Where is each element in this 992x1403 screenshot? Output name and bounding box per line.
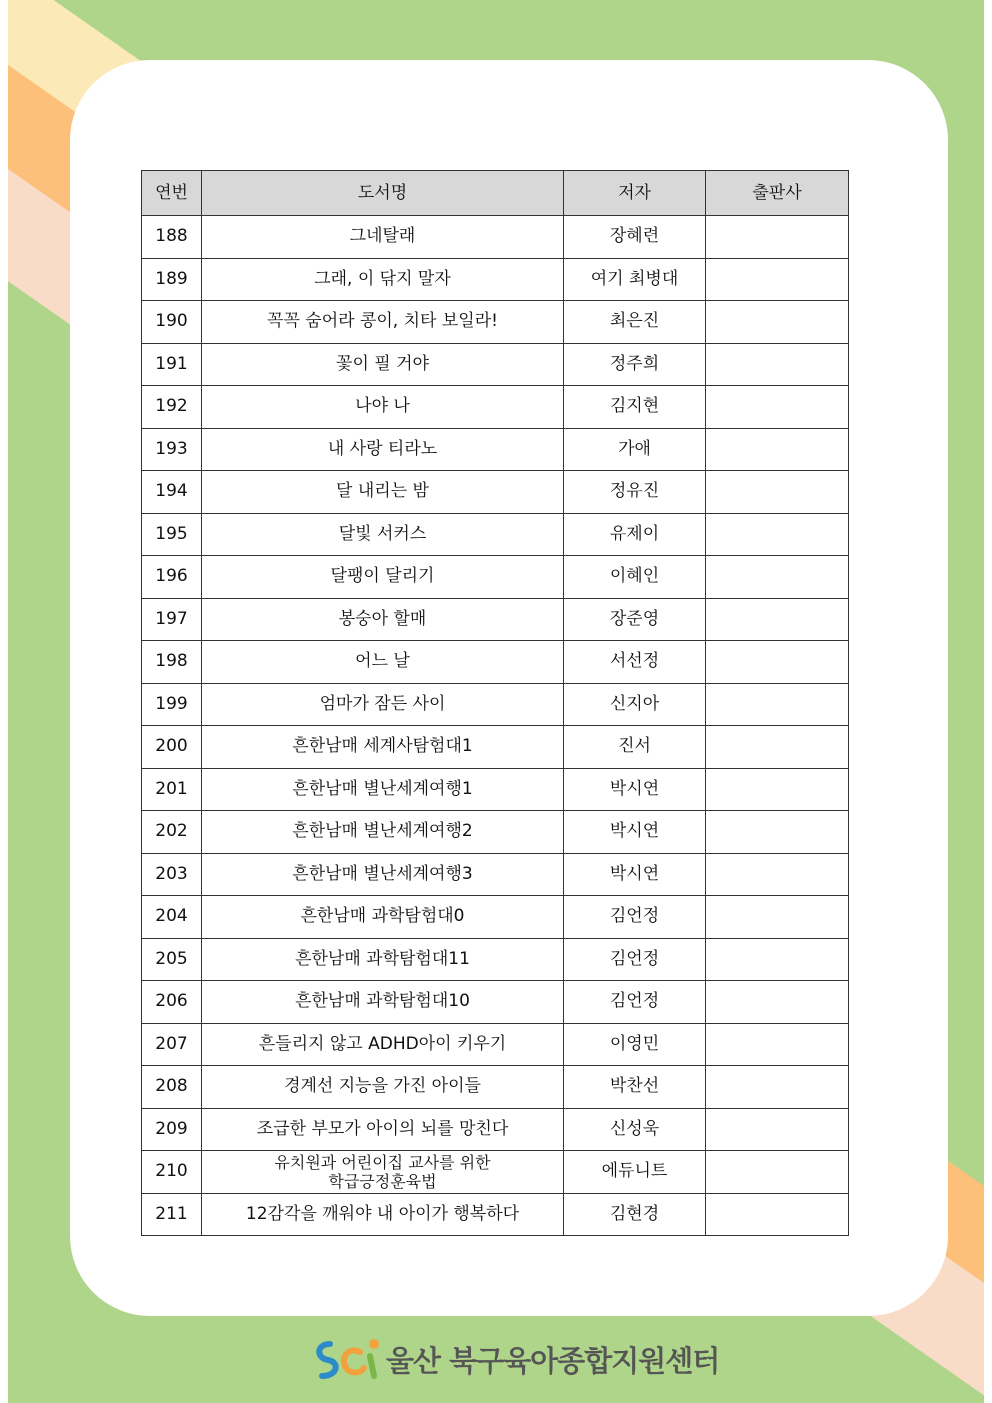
cell-title: 흔한남매 별난세계여행1	[202, 768, 564, 811]
cell-title: 엄마가 잠든 사이	[202, 683, 564, 726]
cell-number: 201	[142, 768, 202, 811]
cell-number: 192	[142, 386, 202, 429]
cell-author: 정주희	[564, 343, 706, 386]
table-header-row	[142, 171, 849, 216]
cell-publisher	[706, 938, 849, 981]
cell-number: 202	[142, 811, 202, 854]
cell-number: 191	[142, 343, 202, 386]
cell-number: 207	[142, 1023, 202, 1066]
cell-number: 188	[142, 216, 202, 259]
cell-author: 여기 최병대	[564, 258, 706, 301]
cell-title: 유치원과 어린이집 교사를 위한 학급긍정훈육법	[202, 1151, 564, 1194]
cell-number: 203	[142, 853, 202, 896]
cell-publisher	[706, 1023, 849, 1066]
cell-title: 흔한남매 과학탐험대10	[202, 981, 564, 1024]
cell-publisher	[706, 343, 849, 386]
cell-title: 흔한남매 세계사탐험대1	[202, 726, 564, 769]
cell-number: 197	[142, 598, 202, 641]
cell-number: 209	[142, 1108, 202, 1151]
cell-author: 가애	[564, 428, 706, 471]
cell-title: 달팽이 달리기	[202, 556, 564, 599]
cell-publisher	[706, 386, 849, 429]
cell-number: 189	[142, 258, 202, 301]
footer-logo	[310, 1332, 730, 1386]
cell-number: 211	[142, 1193, 202, 1236]
header-title: 도서명	[202, 171, 564, 216]
header-author: 저자	[564, 171, 706, 216]
table-row	[142, 216, 849, 259]
cell-number: 193	[142, 428, 202, 471]
cell-title: 흔한남매 과학탐험대11	[202, 938, 564, 981]
sci-logo-icon	[310, 1334, 382, 1384]
cell-author: 김언정	[564, 981, 706, 1024]
cell-number: 195	[142, 513, 202, 556]
table-row	[142, 896, 849, 939]
table-row	[142, 1108, 849, 1151]
table-row	[142, 938, 849, 981]
table-row	[142, 556, 849, 599]
cell-publisher	[706, 513, 849, 556]
cell-author: 에듀니트	[564, 1151, 706, 1194]
cell-number: 190	[142, 301, 202, 344]
cell-publisher	[706, 811, 849, 854]
cell-title: 흔들리지 않고 ADHD아이 키우기	[202, 1023, 564, 1066]
cell-number: 208	[142, 1066, 202, 1109]
cell-title: 봉숭아 할매	[202, 598, 564, 641]
table-row	[142, 641, 849, 684]
cell-number: 210	[142, 1151, 202, 1194]
cell-author: 진서	[564, 726, 706, 769]
header-number: 연번	[142, 171, 202, 216]
cell-title: 그래, 이 닦지 말자	[202, 258, 564, 301]
cell-author: 장준영	[564, 598, 706, 641]
table-row	[142, 811, 849, 854]
cell-title: 흔한남매 별난세계여행3	[202, 853, 564, 896]
cell-author: 신지아	[564, 683, 706, 726]
cell-publisher	[706, 1193, 849, 1236]
table-row	[142, 1151, 849, 1194]
cell-title: 달 내리는 밤	[202, 471, 564, 514]
table-row	[142, 598, 849, 641]
table-row	[142, 1193, 849, 1236]
table-row	[142, 343, 849, 386]
cell-author: 박시연	[564, 853, 706, 896]
cell-number: 206	[142, 981, 202, 1024]
cell-number: 199	[142, 683, 202, 726]
cell-title: 꽃이 필 거야	[202, 343, 564, 386]
cell-publisher	[706, 896, 849, 939]
cell-number: 196	[142, 556, 202, 599]
header-publisher: 출판사	[706, 171, 849, 216]
cell-title: 어느 날	[202, 641, 564, 684]
table-row	[142, 428, 849, 471]
cell-title: 12감각을 깨워야 내 아이가 행복하다	[202, 1193, 564, 1236]
cell-publisher	[706, 258, 849, 301]
table-row	[142, 683, 849, 726]
table-row	[142, 853, 849, 896]
cell-publisher	[706, 471, 849, 514]
table-row	[142, 768, 849, 811]
cell-author: 신성욱	[564, 1108, 706, 1151]
cell-publisher	[706, 1066, 849, 1109]
cell-author: 장혜련	[564, 216, 706, 259]
cell-publisher	[706, 726, 849, 769]
cell-number: 198	[142, 641, 202, 684]
table-body	[142, 216, 849, 1236]
cell-title: 달빛 서커스	[202, 513, 564, 556]
cell-author: 박찬선	[564, 1066, 706, 1109]
cell-title: 내 사랑 티라노	[202, 428, 564, 471]
cell-publisher	[706, 301, 849, 344]
cell-author: 김지현	[564, 386, 706, 429]
table-row	[142, 386, 849, 429]
cell-author: 유제이	[564, 513, 706, 556]
table-row	[142, 471, 849, 514]
cell-number: 194	[142, 471, 202, 514]
cell-publisher	[706, 1108, 849, 1151]
table-row	[142, 1066, 849, 1109]
cell-publisher	[706, 1151, 849, 1194]
cell-publisher	[706, 981, 849, 1024]
cell-author: 최은진	[564, 301, 706, 344]
cell-author: 김현경	[564, 1193, 706, 1236]
org-name: 울산 북구육아종합지원센터	[386, 1343, 720, 1378]
table-row	[142, 726, 849, 769]
cell-author: 서선정	[564, 641, 706, 684]
cell-title: 조급한 부모가 아이의 뇌를 망친다	[202, 1108, 564, 1151]
cell-author: 박시연	[564, 768, 706, 811]
cell-title: 꼭꼭 숨어라 콩이, 치타 보일라!	[202, 301, 564, 344]
cell-author: 김언정	[564, 938, 706, 981]
table-row	[142, 981, 849, 1024]
table-row	[142, 513, 849, 556]
cell-publisher	[706, 641, 849, 684]
table-row	[142, 258, 849, 301]
cell-number: 200	[142, 726, 202, 769]
table-row	[142, 1023, 849, 1066]
cell-title: 나야 나	[202, 386, 564, 429]
cell-author: 이영민	[564, 1023, 706, 1066]
cell-publisher	[706, 768, 849, 811]
cell-title: 그네탈래	[202, 216, 564, 259]
book-list-table	[141, 170, 849, 1236]
cell-publisher	[706, 556, 849, 599]
cell-author: 이혜인	[564, 556, 706, 599]
table-row	[142, 301, 849, 344]
cell-publisher	[706, 598, 849, 641]
cell-number: 205	[142, 938, 202, 981]
cell-author: 김언정	[564, 896, 706, 939]
cell-title: 흔한남매 별난세계여행2	[202, 811, 564, 854]
cell-author: 정유진	[564, 471, 706, 514]
cell-title: 경계선 지능을 가진 아이들	[202, 1066, 564, 1109]
cell-publisher	[706, 216, 849, 259]
cell-publisher	[706, 683, 849, 726]
cell-title: 흔한남매 과학탐험대0	[202, 896, 564, 939]
cell-number: 204	[142, 896, 202, 939]
cell-author: 박시연	[564, 811, 706, 854]
cell-publisher	[706, 428, 849, 471]
cell-publisher	[706, 853, 849, 896]
